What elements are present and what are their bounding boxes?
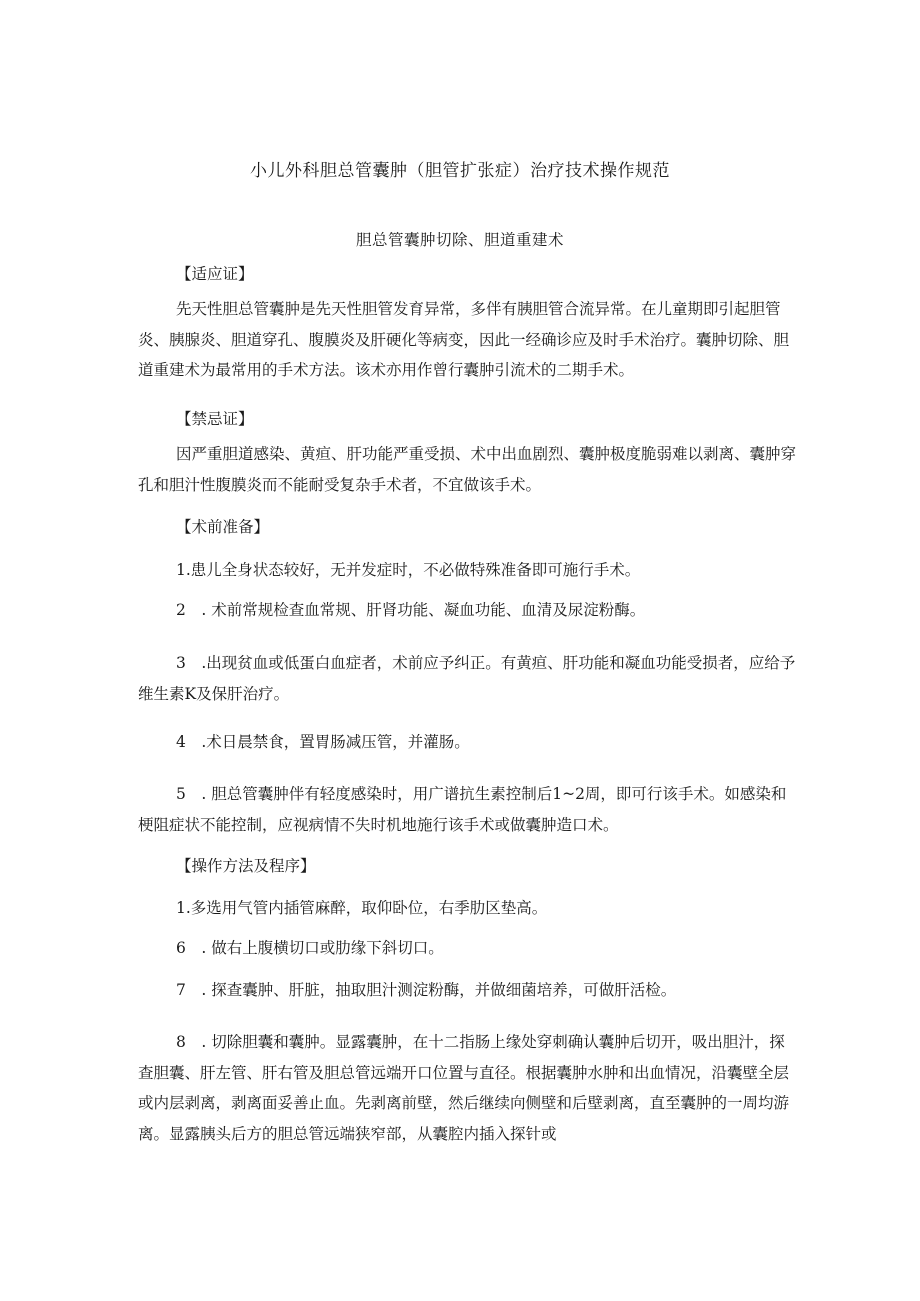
list-item-procedure-2: 6 . 做右上腹横切口或肋缘下斜切口。	[176, 939, 444, 957]
section-heading-indications: 【适应证】	[176, 265, 254, 283]
list-item-preop-4: 4 .术日晨禁食，置胃肠减压管，并灌肠。	[176, 733, 470, 751]
paragraph-indications: 先天性胆总管囊肿是先天性胆管发育异常，多伴有胰胆管合流异常。在儿童期即引起胆管炎、胰腺炎、胆道穿孔、腹膜炎及肝硬化等病变，因此一经确诊应及时手术治疗。囊肿切除、胆道重建术为最常用的手术方法。该术亦用作曾行囊肿引流术的二期手术。	[138, 300, 790, 379]
list-item-preop-2: 2 . 术前常规检查血常规、肝肾功能、凝血功能、血清及尿淀粉酶。	[176, 601, 646, 619]
section-heading-procedure: 【操作方法及程序】	[176, 857, 316, 875]
section-heading-preop: 【术前准备】	[176, 518, 270, 536]
list-item-procedure-1: 1.多选用气管内插管麻醉，取仰卧位，右季肋区垫高。	[176, 899, 548, 917]
list-item-procedure-4: 8 . 切除胆囊和囊肿。显露囊肿，在十二指肠上缘处穿刺确认囊肿后切开，吸出胆汁，探查胆囊、肝左管、肝右管及胆总管远端开口位置与直径。根据囊肿水肿和出血情况，沿囊壁全层或内层剥离，剥离面妥善止血。先剥离前壁，然后继续向侧壁和后壁剥离，直至囊肿的一周均游离。显露胰头后方的胆总管远端狭窄部，从囊腔内插入探针或	[138, 1033, 790, 1143]
section-heading-contraindications: 【禁忌证】	[176, 410, 254, 428]
list-item-preop-3: 3 .出现贫血或低蛋白血症者，术前应予纠正。有黄疸、肝功能和凝血功能受损者，应给予维生素K及保肝治疗。	[138, 654, 796, 703]
list-item-procedure-3: 7 . 探查囊肿、肝脏，抽取胆汁测淀粉酶，并做细菌培养，可做肝活检。	[176, 981, 677, 999]
list-item-preop-5: 5 . 胆总管囊肿伴有轻度感染时，用广谱抗生素控制后1~2周，即可行该手术。如感染和梗阻症状不能控制，应视病情不失时机地施行该手术或做囊肿造口术。	[138, 785, 787, 834]
list-item-preop-1: 1.患儿全身状态较好，无并发症时，不必做特殊准备即可施行手术。	[176, 561, 641, 579]
document-subtitle: 胆总管囊肿切除、胆道重建术	[355, 231, 564, 249]
paragraph-contraindications: 因严重胆道感染、黄疸、肝功能严重受损、术中出血剧烈、囊肿极度脆弱难以剥离、囊肿穿孔和胆汁性腹膜炎而不能耐受复杂手术者，不宜做该手术。	[138, 445, 797, 494]
document-title: 小儿外科胆总管囊肿（胆管扩张症）治疗技术操作规范	[250, 161, 670, 181]
